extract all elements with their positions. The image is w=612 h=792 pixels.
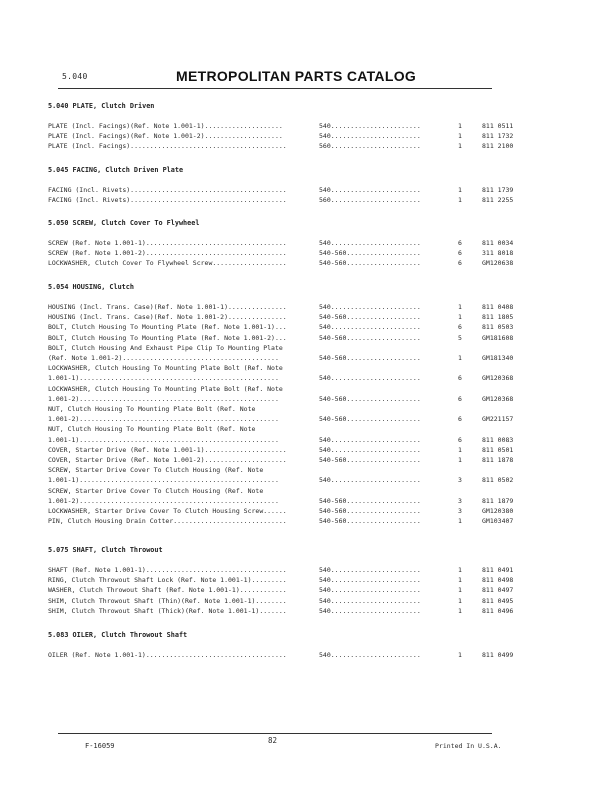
model-range: 540-560...................	[319, 517, 421, 526]
model-range: 540.......................	[319, 445, 421, 454]
part-number: GM221157	[482, 415, 514, 424]
part-description: LOCKWASHER, Starter Drive Cover To Clutch Housing Screw......	[48, 507, 287, 515]
quantity: 1	[458, 196, 462, 205]
table-row	[48, 333, 514, 344]
model-range: 540.......................	[319, 303, 421, 311]
part-description: PLATE (Incl. Facings)(Ref. Note 1.001-2)....................	[48, 132, 283, 141]
part-number: GM120368	[482, 374, 514, 383]
part-description: LOCKWASHER, Clutch Housing To Mounting Plate Bolt (Ref. Note	[48, 384, 283, 393]
model-range: 560.......................	[319, 196, 421, 205]
table-row	[48, 415, 514, 425]
model-range: 540-560...................	[319, 313, 421, 322]
section-title: 5.040 PLATE, Clutch Driven	[48, 102, 155, 110]
quantity: 1	[458, 566, 462, 574]
part-description: PIN, Clutch Housing Drain Cotter.............................	[48, 517, 287, 526]
part-description: HOUSING (Incl. Trans. Case)(Ref. Note 1.001-1)...............	[48, 303, 287, 311]
part-number: GM120368	[482, 394, 514, 403]
part-description: BOLT, Clutch Housing To Mounting Plate (Ref. Note 1.001-1)...	[48, 323, 287, 332]
quantity: 6	[458, 374, 462, 383]
part-number: 811 1739	[482, 186, 514, 194]
quantity: 3	[458, 507, 462, 515]
model-range: 540.......................	[319, 596, 421, 605]
table-row	[48, 576, 514, 586]
part-description: NUT, Clutch Housing To Mounting Plate Bolt (Ref. Note	[48, 405, 256, 413]
part-description: LOCKWASHER, Clutch Cover To Flywheel Screw...................	[48, 259, 287, 268]
model-range: 540.......................	[319, 186, 421, 194]
model-range: 540-560...................	[319, 507, 421, 515]
model-range: 540.......................	[319, 576, 421, 585]
part-number: 811 0083	[482, 435, 514, 444]
quantity: 6	[458, 249, 462, 258]
section-title: 5.083 OILER, Clutch Throwout Shaft	[48, 631, 188, 639]
model-range: 540.......................	[319, 651, 421, 659]
table-row	[48, 586, 514, 596]
quantity: 6	[458, 394, 462, 403]
model-range: 540-560...................	[319, 415, 421, 424]
part-description: 1.001-1)...................................................	[48, 374, 279, 383]
table-row	[48, 122, 514, 132]
part-number: 811 0496	[482, 606, 514, 615]
part-description: (Ref. Note 1.001-2)........................................	[48, 354, 279, 362]
model-range: 540.......................	[319, 239, 421, 247]
part-description: SCREW, Starter Drive Cover To Clutch Housing (Ref. Note	[48, 486, 264, 495]
model-range: 540.......................	[319, 476, 421, 485]
part-description: COVER, Starter Drive (Ref. Note 1.001-2).....................	[48, 456, 287, 464]
part-number: 811 0497	[482, 586, 514, 595]
part-number: GM120638	[482, 259, 514, 268]
part-description: 1.001-2)...................................................	[48, 394, 279, 403]
quantity: 3	[458, 496, 462, 505]
part-description: SCREW (Ref. Note 1.001-2)....................................	[48, 249, 287, 258]
part-number: 811 0501	[482, 445, 514, 454]
part-number: 811 2255	[482, 196, 514, 205]
table-row	[48, 313, 514, 323]
table-row	[48, 445, 514, 456]
quantity: 1	[458, 303, 462, 311]
model-range: 540.......................	[319, 606, 421, 615]
part-number: 811 0495	[482, 596, 514, 605]
part-number: 811 0498	[482, 576, 514, 585]
part-description: SCREW (Ref. Note 1.001-1)....................................	[48, 239, 287, 247]
model-range: 540.......................	[319, 435, 421, 444]
table-row	[48, 132, 514, 142]
part-description: NUT, Clutch Housing To Mounting Plate Bolt (Ref. Note	[48, 425, 256, 434]
part-description: PLATE (Incl. Facings)(Ref. Note 1.001-1)....................	[48, 122, 283, 130]
model-range: 540.......................	[319, 132, 421, 141]
table-row	[48, 435, 514, 446]
part-description: LOCKWASHER, Clutch Housing To Mounting Plate Bolt (Ref. Note	[48, 364, 283, 373]
table-row	[48, 196, 514, 206]
quantity: 1	[458, 517, 462, 526]
table-row	[48, 596, 514, 607]
model-range: 540-560...................	[319, 354, 421, 362]
model-range: 540-560...................	[319, 394, 421, 403]
part-number: 811 0491	[482, 566, 514, 574]
model-range: 540.......................	[319, 374, 421, 383]
footer-page-number: 82	[268, 736, 278, 745]
model-range: 540-560...................	[319, 249, 421, 258]
part-description: 1.001-2)...................................................	[48, 415, 279, 424]
part-description: SHIM, Clutch Throwout Shaft (Thick)(Ref. Note 1.001-1).......	[48, 606, 287, 615]
section-title: 5.045 FACING, Clutch Driven Plate	[48, 166, 184, 174]
quantity: 1	[458, 576, 462, 585]
table-row	[48, 259, 514, 269]
table-row	[48, 405, 508, 415]
table-row	[48, 651, 514, 661]
part-description: HOUSING (Incl. Trans. Case)(Ref. Note 1.001-2)...............	[48, 313, 287, 322]
part-number: 811 1732	[482, 132, 514, 141]
part-description: OILER (Ref. Note 1.001-1)....................................	[48, 651, 287, 659]
part-description: WASHER, Clutch Throwout Shaft (Ref. Note 1.001-1)............	[48, 586, 287, 595]
table-row	[48, 517, 514, 527]
quantity: 1	[458, 445, 462, 454]
model-range: 540.......................	[319, 586, 421, 595]
part-description: SHAFT (Ref. Note 1.001-1)....................................	[48, 566, 287, 574]
part-description: 1.001-2)...................................................	[48, 496, 279, 505]
part-description: COVER, Starter Drive (Ref. Note 1.001-1).....................	[48, 445, 287, 454]
part-number: GM181340	[482, 354, 514, 362]
table-row	[48, 487, 508, 497]
table-row	[48, 303, 514, 313]
part-description: 1.001-1)...................................................	[48, 476, 279, 485]
part-description: 1.001-1)...................................................	[48, 435, 279, 444]
part-number: GM120380	[482, 507, 514, 515]
section-title: 5.050 SCREW, Clutch Cover To Flywheel	[48, 219, 200, 227]
footer-printed-note: Printed In U.S.A.	[435, 742, 502, 750]
part-number: 811 0408	[482, 303, 514, 311]
table-row	[48, 606, 514, 617]
page-title: METROPOLITAN PARTS CATALOG	[176, 68, 417, 84]
table-row	[48, 466, 508, 476]
table-row	[48, 507, 514, 517]
table-row	[48, 323, 514, 333]
table-row	[48, 394, 514, 405]
table-row	[48, 496, 514, 507]
quantity: 3	[458, 476, 462, 485]
table-row	[48, 385, 508, 395]
quantity: 1	[458, 132, 462, 141]
quantity: 6	[458, 435, 462, 444]
model-range: 540-560...................	[319, 456, 421, 464]
model-range: 540-560...................	[319, 259, 421, 268]
table-row	[48, 374, 514, 384]
quantity: 1	[458, 186, 462, 194]
header-divider	[58, 88, 492, 89]
part-description: PLATE (Incl. Facings)........................................	[48, 142, 287, 151]
quantity: 1	[458, 651, 462, 659]
part-description: BOLT, Clutch Housing And Exhaust Pipe Clip To Mounting Plate	[48, 343, 283, 352]
part-description: BOLT, Clutch Housing To Mounting Plate (Ref. Note 1.001-2)...	[48, 333, 287, 342]
model-range: 540.......................	[319, 566, 421, 574]
table-row	[48, 425, 508, 435]
part-number: 811 1878	[482, 456, 514, 464]
table-row	[48, 354, 514, 364]
quantity: 6	[458, 259, 462, 268]
quantity: 1	[458, 354, 462, 362]
table-row	[48, 186, 514, 196]
quantity: 1	[458, 606, 462, 615]
part-number: 811 0502	[482, 476, 514, 485]
part-number: 811 1879	[482, 496, 514, 505]
table-row	[48, 566, 514, 576]
part-number: 311 8018	[482, 249, 514, 258]
table-row	[48, 142, 514, 152]
model-range: 540-560...................	[319, 496, 421, 505]
part-number: 811 2100	[482, 142, 514, 151]
quantity: 1	[458, 586, 462, 595]
section-title: 5.054 HOUSING, Clutch	[48, 283, 134, 291]
table-row	[48, 239, 514, 249]
quantity: 6	[458, 239, 462, 247]
part-description: FACING (Incl. Rivets)........................................	[48, 186, 287, 194]
quantity: 1	[458, 122, 462, 130]
part-number: GM181608	[482, 333, 514, 342]
table-row	[48, 456, 514, 466]
quantity: 6	[458, 415, 462, 424]
header-section-number: 5.040	[62, 72, 88, 81]
section-title: 5.075 SHAFT, Clutch Throwout	[48, 546, 163, 554]
part-number: 811 0503	[482, 323, 514, 332]
model-range: 540.......................	[319, 323, 421, 332]
table-row	[48, 344, 508, 354]
quantity: 1	[458, 142, 462, 151]
table-row	[48, 249, 514, 259]
part-number: 811 1805	[482, 313, 514, 322]
part-description: SCREW, Starter Drive Cover To Clutch Housing (Ref. Note	[48, 466, 264, 475]
quantity: 5	[458, 333, 462, 342]
table-row	[48, 364, 508, 374]
model-range: 540.......................	[319, 122, 421, 130]
part-description: RING, Clutch Throwout Shaft Lock (Ref. Note 1.001-1).........	[48, 576, 287, 585]
footer-form-number: F-16059	[85, 742, 115, 750]
quantity: 1	[458, 313, 462, 322]
part-description: SHIM, Clutch Throwout Shaft (Thin)(Ref. Note 1.001-1)........	[48, 596, 287, 605]
part-number: 811 0511	[482, 122, 514, 130]
part-number: 811 0034	[482, 239, 514, 247]
quantity: 1	[458, 456, 462, 464]
footer-divider	[58, 733, 492, 734]
model-range: 540-560...................	[319, 333, 421, 342]
model-range: 560.......................	[319, 142, 421, 151]
quantity: 1	[458, 596, 462, 605]
part-number: GM103407	[482, 517, 514, 526]
table-row	[48, 476, 514, 486]
part-description: FACING (Incl. Rivets)........................................	[48, 196, 287, 205]
quantity: 6	[458, 323, 462, 332]
part-number: 811 0499	[482, 651, 514, 659]
